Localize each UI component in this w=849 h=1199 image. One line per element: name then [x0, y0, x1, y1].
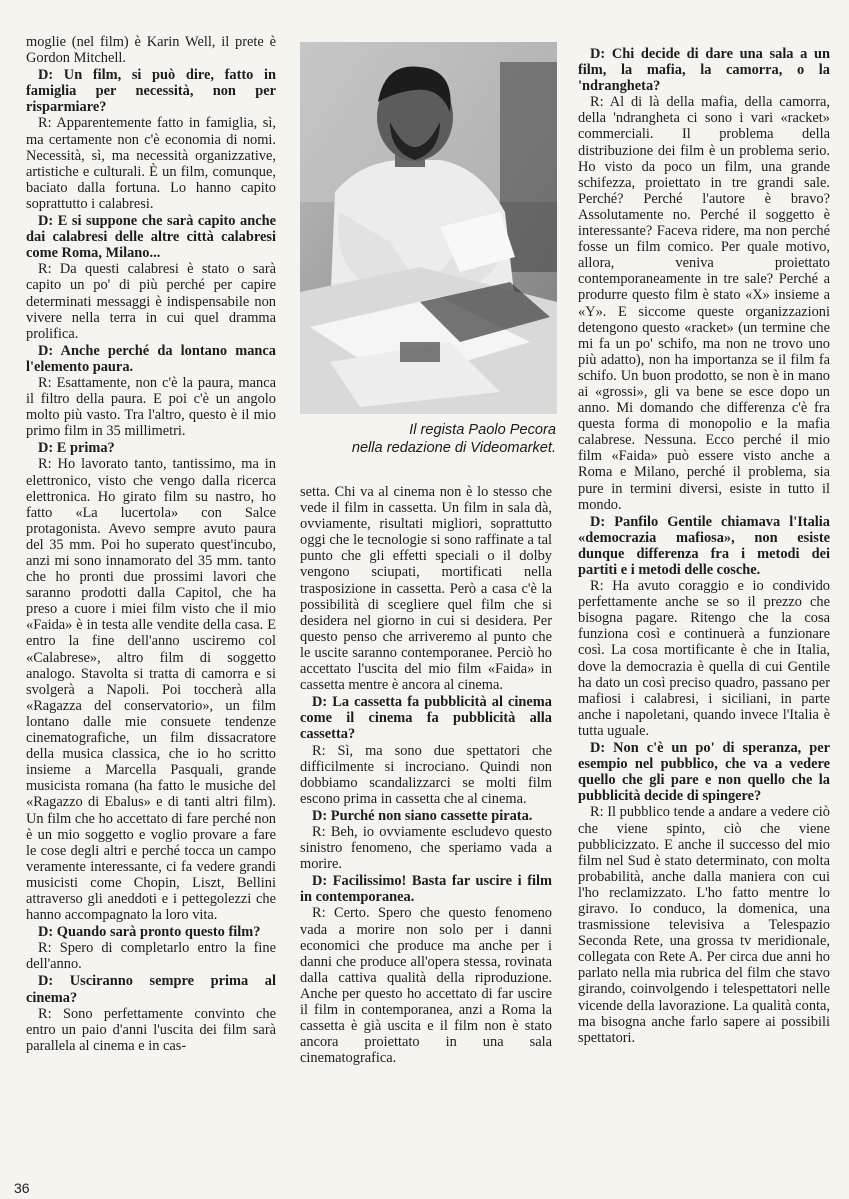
answer-paragraph: R: Sì, ma sono due spettatori che difficilmente si incrociano. Quindi non dobbiamo scandalizzarci se molti film escono prima in cassetta che al cinema.	[300, 742, 552, 807]
question-paragraph: D: E si suppone che sarà capito anche dai calabresi delle altre città calabresi come Roma, Milano...	[26, 213, 276, 262]
question-paragraph: D: Un film, si può dire, fatto in famiglia per necessità, non per risparmiare?	[26, 67, 276, 116]
caption-line-2: nella redazione di Videomarket.	[351, 439, 556, 456]
article-column-3	[578, 45, 830, 1046]
answer-paragraph: R: Certo. Spero che questo fenomeno vada a morire non solo per i danni economici che produce ma anche per i danni che produce all'opera stessa, rovinata dalla cattiva qualità della riproduzione. Anche per questo ho accettato di far uscire il film in contemporanea, anzi a Roma la cassetta è già uscita e il film non è stato ancora proiettato in una sala cinematografica.	[300, 905, 552, 1067]
answer-paragraph: R: Da questi calabresi è stato o sarà capito un po' di più perché per capire determinati messaggi è indispensabile non vivere nella terra in cui quel dramma prolifica.	[26, 261, 276, 342]
article-column-1	[26, 34, 276, 1054]
question-paragraph: D: E prima?	[38, 440, 115, 457]
answer-paragraph: R: Esattamente, non c'è la paura, manca il filtro della paura. E poi c'è un angolo molto più vasto. Tra l'altro, questo è il mio primo film in 35 millimetri.	[26, 374, 276, 440]
question-paragraph: D: La cassetta fa pubblicità al cinema come il cinema fa pubblicità alla cassetta?	[300, 694, 552, 743]
page-number: 36	[14, 1180, 30, 1196]
question-paragraph: D: Usciranno sempre prima al cinema?	[26, 973, 276, 1006]
photo-image	[300, 42, 557, 414]
caption-line-1: Il regista Paolo Pecora	[409, 422, 556, 438]
director-photo	[300, 42, 557, 414]
question-paragraph: D: Non c'è un po' di speranza, per esempio nel pubblico, che va a vedere quello che gli pare e non quello che la pubblicità decide di spingere?	[578, 740, 830, 805]
question-paragraph: D: Facilissimo! Basta far uscire i film in contemporanea.	[300, 873, 552, 906]
answer-paragraph: R: Il pubblico tende a andare a vedere ciò che viene spinto, ciò che viene pubblicizzato. E anche il successo del mio film nel Sud è stato determinato, con molta probabilità, anche dalla maniera con cui l'ho reclamizzato. L'ho fatto mentre lo giravo. Io conduco, la domenica, una trasmissione televisiva a Telespazio Seconda Rete, una grossa tv meridionale, collegata con Rete A. Per circa due anni ho parlato nella mia rubrica del film che stavo girando, coinvolgendo i telespettatori nelle vicende della lavorazione. La qualità conta, ma bisogna anche farlo sapere ai possibili spettatori.	[578, 804, 830, 1046]
question-paragraph: D: Purché non siano cassette pirata.	[312, 807, 533, 824]
answer-paragraph: R: Spero di completarlo entro la fine dell'anno.	[26, 940, 276, 973]
article-column-2	[300, 484, 552, 1066]
question-paragraph: D: Quando sarà pronto questo film?	[38, 924, 261, 941]
question-paragraph: D: Panfilo Gentile chiamava l'Italia «democrazia mafiosa», non esiste dunque differenza fra i metodi dei partiti e i metodi delle cosche.	[578, 513, 830, 578]
question-paragraph: D: Chi decide di dare una sala a un film, la mafia, la camorra, o la 'ndrangheta?	[578, 46, 830, 95]
answer-paragraph: moglie (nel film) è Karin Well, il prete è Gordon Mitchell.	[26, 34, 276, 67]
answer-paragraph: R: Beh, io ovviamente escludevo questo sinistro fenomeno, che speriamo vada a morire.	[300, 823, 552, 873]
photo-caption	[300, 422, 556, 457]
answer-paragraph: R: Al di là della mafia, della camorra, della 'ndrangheta ci sono i vari «racket» commerciali. Il problema della distribuzione dei film è un problema serio. Ho visto da poco un film, una grande schifezza, proiettato in tre grandi sale. Perché? Perché l'autore è bravo? Assolutamente no. Perché il soggetto è interessante? Faceva ridere, ma non perché fosse un film comico. Per quale motivo, allora, veniva proiettato contemporaneamente in tre sale? Perché a produrre questo film è stato «X» insieme a «Y». E siccome queste organizzazioni detengono questo «racket» (un termine che mi fa un po' schifo, ma non ne trovo uno più adatto), non ha importanza se il film fa schifo. Un buon prodotto, se non è in mano ai «grossi», gli va bene se esce dopo un anno. Mi domando che differenza c'è fra questa forma di monopolio e la mafia calabrese. Nessuna. Ecco perché il mio film «Faida» può essere visto anche a Roma e Milano, perché il problema, sia pure in termini diversi, esiste in tutto il mondo.	[578, 94, 830, 513]
answer-paragraph: setta. Chi va al cinema non è lo stesso che vede il film in cassetta. Un film in sala dà, ovviamente, risultati migliori, soprattutto oggi che le tecnologie si sono raffinate a tal punto che gli effetti speciali o il dolby vengono sciupati, mortificati nella trasposizione in cassetta. Però a casa c'è la possibilità di scegliere quel film che si desidera nel giorno in cui si desidera. Per questo penso che arriveremo al punto che le uscite saranno contemporanee. Perciò ho accettato l'uscita del mio film «Faida» in cassetta mentre è ancora al cinema.	[300, 484, 552, 694]
answer-paragraph: R: Ha avuto coraggio e io condivido perfettamente anche se so il prezzo che bisogna pagare. Ritengo che la cosa funziona così e continuerà a funzionare così. La cosa mortificante è che in Italia, dove la democrazia è quella di cui Gentile ha dato un così preciso quadro, passano per mafiosi i calabresi, i siciliani, in parte anche i napoletani, quando invece l'Italia è tutta uguale.	[578, 578, 830, 739]
answer-paragraph: R: Ho lavorato tanto, tantissimo, ma in elettronico, visto che vengo dalla ricerca elettronica. Ho girato film su nastro, ho fatto «La lucertola» con Salce protagonista. Avevo sempre avuto paura del 35 mm. Poi ho superato quest'incubo, anzi mi sono innamorato del 35 mm. tanto che ho pronti due prossimi lavori che saranno prodotti dalla Capitol, che ha preso a cuore i miei film visto che il mio «Faida» è in testa alle vendite della casa. E entro la fine dell'anno usciremo col «Calabrese», altro film di soggetto analogo. Stavolta si tratta di camorra e si svolgerà a Napoli. Poi toccherà alla «Ragazza del conservatorio», un film lontano dalle mie consuete tendenze cinematografiche, un film dissacratore della musica classica, che io ho scritto insieme a Marcella Pasquali, grande musicista romana (ha fatto le musiche del «Ragazzo di Ebalus» e di tanti altri film). Un film che ho accettato di fare perché non è un mio soggetto e voglio provare a fare le cose degli altri e perché tocca un campo veramente interessante, ci fa vedere grandi musicisti come Chopin, Liszt, Bellini attraverso gli aneddoti e i pettegolezzi che hanno accompagnato la loro vita.	[26, 456, 276, 924]
question-paragraph: D: Anche perché da lontano manca l'elemento paura.	[26, 342, 276, 375]
answer-paragraph: R: Sono perfettamente convinto che entro un paio d'anni l'uscita dei film sarà parallela al cinema e in cas-	[26, 1005, 276, 1054]
answer-paragraph: R: Apparentemente fatto in famiglia, sì, ma certamente non c'è economia di nomi. Necessità, sì, ma necessità organizzative, artistiche e culturali. È un film, comunque, baciato dalla fortuna. Lo hanno capito soprattutto i calabresi.	[26, 115, 276, 212]
